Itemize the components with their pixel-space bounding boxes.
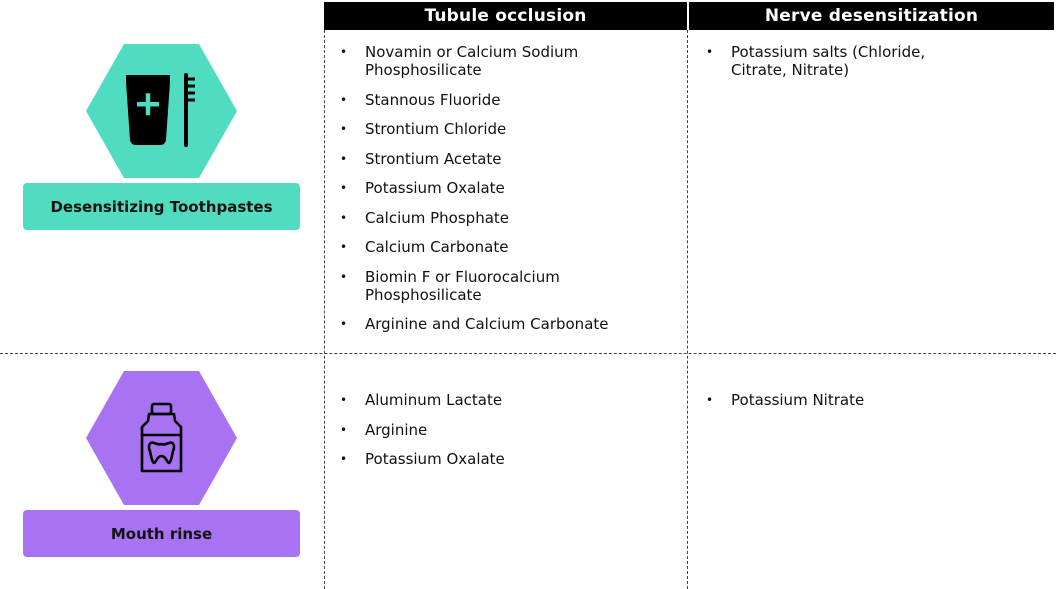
list-item: • Aluminum Lactate bbox=[340, 391, 670, 409]
mouth-rinse-hexagon bbox=[86, 371, 237, 505]
nerve-desensitization-list-mouth-rinse bbox=[706, 391, 1036, 421]
toothpaste-and-toothbrush-icon bbox=[86, 44, 237, 178]
list-item: • Potassium Nitrate bbox=[706, 391, 1036, 409]
header-tubule-occlusion: Tubule occlusion bbox=[324, 2, 687, 30]
list-item: • Novamin or Calcium Sodium Phosphosilicate bbox=[340, 43, 615, 79]
list-item: • Strontium Chloride bbox=[340, 120, 670, 138]
list-item: • Potassium Oxalate bbox=[340, 179, 670, 197]
list-item: • Potassium Oxalate bbox=[340, 450, 670, 468]
column-divider bbox=[324, 30, 325, 589]
list-item: • Strontium Acetate bbox=[340, 150, 670, 168]
nerve-desensitization-list-toothpastes bbox=[706, 43, 1036, 91]
row-divider bbox=[0, 353, 1056, 354]
list-item: • Stannous Fluoride bbox=[340, 91, 670, 109]
category-label-mouth-rinse: Mouth rinse bbox=[23, 510, 300, 557]
list-item: • Calcium Phosphate bbox=[340, 209, 670, 227]
list-item: • Biomin F or Fluorocalcium Phosphosilicate bbox=[340, 268, 595, 304]
tubule-occlusion-list-mouth-rinse bbox=[340, 391, 670, 480]
list-item: • Potassium salts (Chloride, Citrate, Nitrate) bbox=[706, 43, 961, 79]
list-item: • Arginine and Calcium Carbonate bbox=[340, 315, 670, 333]
mouthwash-bottle-icon bbox=[86, 371, 237, 505]
column-divider bbox=[687, 30, 688, 589]
list-item: • Arginine bbox=[340, 421, 670, 439]
list-item: • Calcium Carbonate bbox=[340, 238, 670, 256]
toothpaste-hexagon bbox=[86, 44, 237, 178]
header-nerve-desensitization: Nerve desensitization bbox=[689, 2, 1054, 30]
tubule-occlusion-list-toothpastes bbox=[340, 43, 670, 345]
category-label-toothpastes: Desensitizing Toothpastes bbox=[23, 183, 300, 230]
